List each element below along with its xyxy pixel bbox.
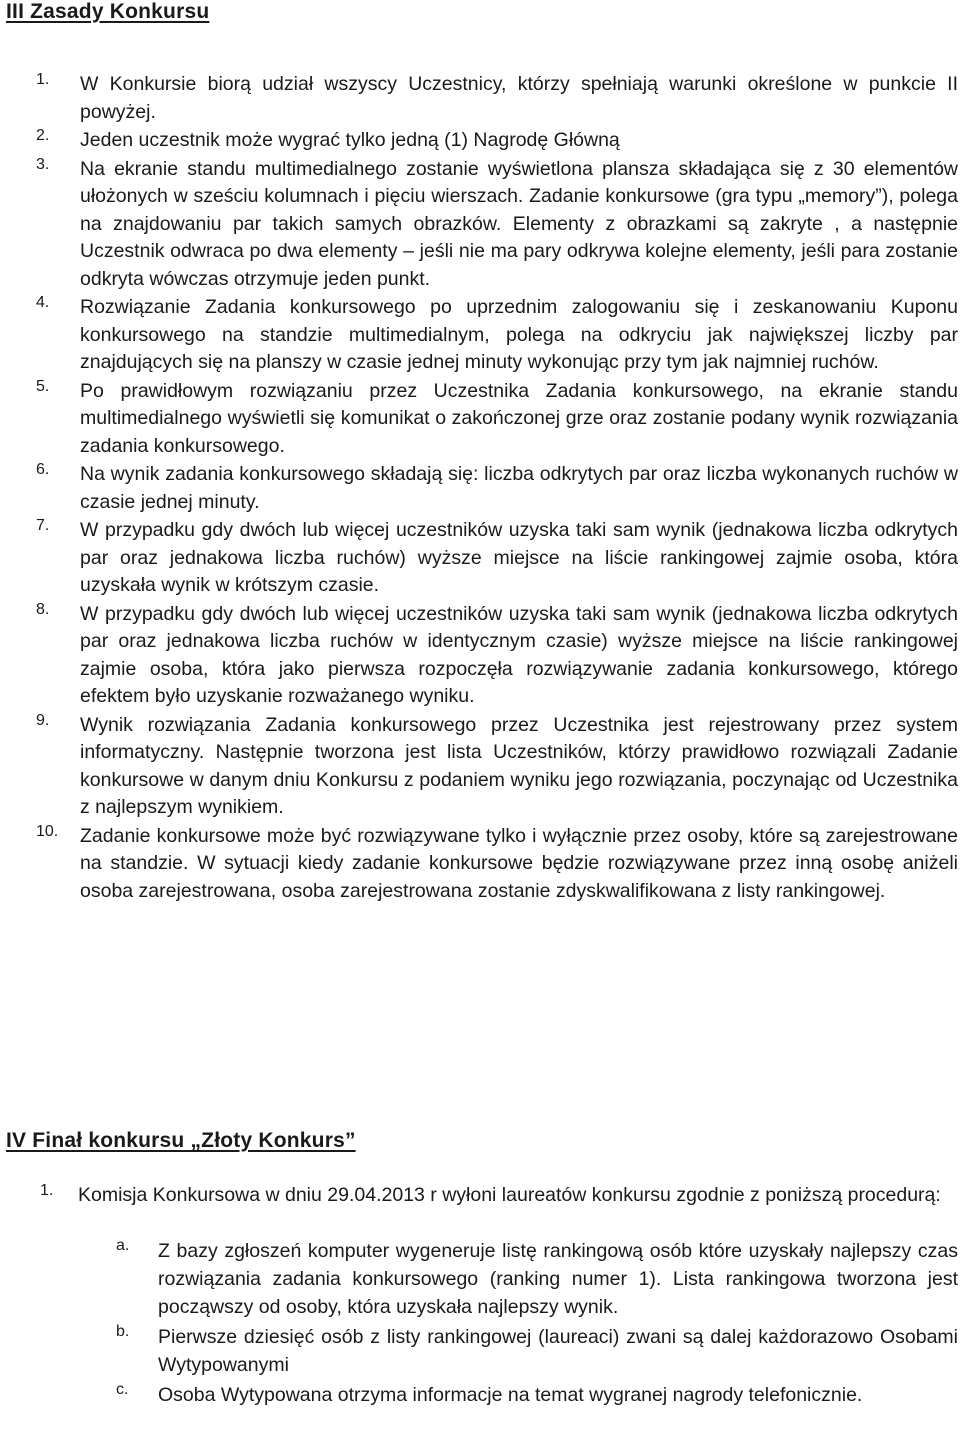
section-3-heading: III Zasady Konkursu	[6, 0, 210, 23]
item-text: Jeden uczestnik może wygrać tylko jedną (1) Nagrodę Główną	[80, 129, 620, 151]
list-item	[36, 601, 958, 711]
item-number: 7.	[36, 517, 50, 534]
item-number: 8.	[36, 600, 50, 618]
sublist-item	[116, 1237, 958, 1321]
item-text: Na wynik zadania konkursowego składają się: liczba odkrytych par oraz liczba wykonanych ruchów w czasie jednej minuty.	[80, 463, 958, 513]
item-text: W przypadku gdy dwóch lub więcej uczestników uzyska taki sam wynik (jednakowa liczba odkrytych par oraz jednakowa liczba ruchów) wyższe miejsce na liście rankingowej zajmie osoba, która uzyskała wynik w krótszym czasie.	[80, 519, 958, 596]
list-item	[36, 823, 958, 906]
item-letter: a.	[116, 1237, 130, 1254]
sublist-item	[116, 1381, 958, 1409]
list-item	[36, 461, 958, 516]
item-text: Pierwsze dziesięć osób z listy rankingowej (laureaci) zwani są dalej każdorazowo Osobami Wytypowanymi	[158, 1326, 958, 1376]
list-item	[36, 127, 958, 155]
item-text: Na ekranie standu multimedialnego zostanie wyświetlona plansza składająca się z 30 elementów ułożonych w sześciu kolumnach i pięciu wierszach. Zadanie konkursowe (gra typu „memory”), polega na znajdowaniu par takich samych obrazków. Elementy z obrazkami są zakryte , a następnie Uczestnik odwraca po dwa elementy – jeśli nie ma pary odkrywa kolejne elementy, jeśli para zostanie odkryta wówczas otrzymuje jeden punkt.	[80, 157, 958, 290]
item-number: 4.	[36, 294, 50, 311]
list-item	[36, 378, 958, 461]
item-text: Z bazy zgłoszeń komputer wygeneruje listę rankingową osób które uzyskały najlepszy czas rozwiązania zadania konkursowego (ranking numer 1). Lista rankingowa tworzona jest począwszy od osoby, która uzyskała najlepszy wynik.	[158, 1240, 958, 1318]
procedure-sublist	[40, 1237, 958, 1409]
list-item	[36, 71, 958, 126]
section-4-sublist	[40, 1236, 958, 1411]
list-item	[36, 517, 958, 600]
section-3-list	[36, 71, 958, 906]
item-letter: b.	[116, 1323, 130, 1340]
list-item	[36, 156, 958, 294]
list-item	[36, 712, 958, 822]
section-4-heading: IV Finał konkursu „Złoty Konkurs”	[6, 1129, 356, 1152]
list-item	[36, 294, 958, 377]
item-number: 3.	[36, 155, 50, 173]
item-number: 1.	[36, 71, 50, 88]
item-number: 10.	[36, 822, 59, 840]
item-number: 2.	[36, 127, 50, 144]
item-number: 9.	[36, 711, 50, 729]
item-text: Osoba Wytypowana otrzyma informacje na temat wygranej nagrody telefonicznie.	[158, 1384, 863, 1406]
list-item	[40, 1182, 958, 1210]
item-text: W Konkursie biorą udział wszyscy Uczestnicy, którzy spełniają warunki określone w punkcie II powyżej.	[80, 73, 958, 123]
item-text: Komisja Konkursowa w dniu 29.04.2013 r wyłoni laureatów konkursu zgodnie z poniższą procedurą:	[78, 1184, 941, 1206]
item-text: W przypadku gdy dwóch lub więcej uczestników uzyska taki sam wynik (jednakowa liczba odkrytych par oraz jednakowa liczba ruchów w identycznym czasie) wyższe miejsce na liście rankingowej zajmie osoba, która jako pierwsza rozpoczęła rozwiązywanie zadania konkursowego, którego efektem było uzyskanie rozważanego wyniku.	[80, 602, 958, 707]
item-number: 1.	[40, 1182, 54, 1199]
item-text: Wynik rozwiązania Zadania konkursowego przez Uczestnika jest rejestrowany przez system informatyczny. Następnie tworzona jest lista Uczestników, którzy prawidłowo rozwiązali Zadanie konkursowe w danym dniu Konkursu z podaniem wyniku jego rozwiązania, poczynając od Uczestnika z najlepszym wynikiem.	[80, 713, 958, 818]
item-letter: c.	[116, 1381, 129, 1398]
sublist-container	[40, 1237, 958, 1409]
sublist-item	[116, 1323, 958, 1379]
item-text: Po prawidłowym rozwiązaniu przez Uczestnika Zadania konkursowego, na ekranie standu multimedialnego wyświetli się komunikat o zakończonej grze oraz zostanie podany wynik rozwiązania zadania konkursowego.	[80, 379, 958, 457]
item-number: 5.	[36, 377, 50, 395]
item-number: 6.	[36, 461, 50, 478]
item-text: Zadanie konkursowe może być rozwiązywane tylko i wyłącznie przez osoby, które są zarejestrowane na standzie. W sytuacji kiedy zadanie konkursowe będzie rozwiązywane przez inną osobę aniżeli osoba zarejestrowana, osoba zarejestrowana zostanie zdyskwalifikowana z listy rankingowej.	[80, 824, 958, 902]
section-4-list	[40, 1182, 958, 1210]
item-text: Rozwiązanie Zadania konkursowego po uprzednim zalogowaniu się i zeskanowaniu Kuponu konkursowego na standzie multimedialnym, polega na odkryciu jak największej liczby par znajdujących się na planszy w czasie jednej minuty wykonując przy tym jak najmniej ruchów.	[80, 296, 958, 373]
